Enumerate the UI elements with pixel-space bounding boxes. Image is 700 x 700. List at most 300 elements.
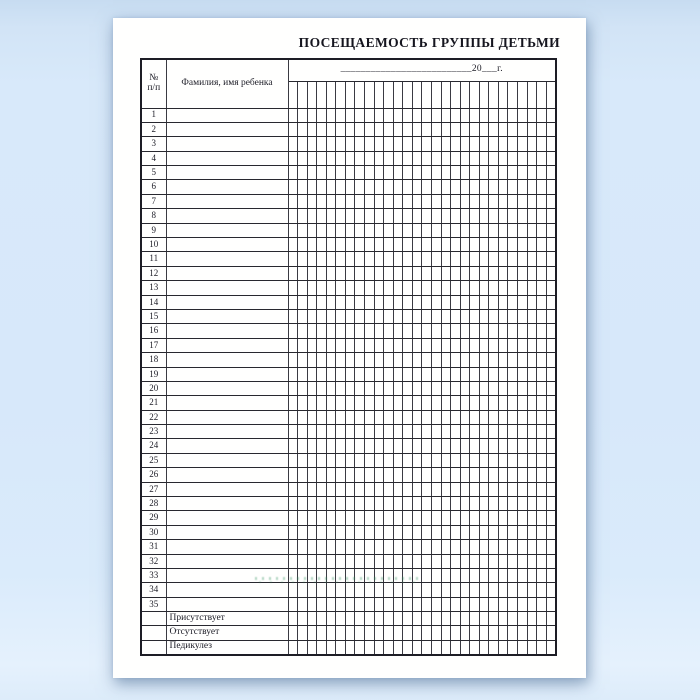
day-cell [422,137,432,151]
row-number-cell: 27 [141,482,166,496]
day-cell [460,151,470,165]
day-cell [336,640,346,654]
day-column-header [518,81,528,108]
day-cell [451,281,461,295]
day-cell [508,554,518,568]
day-column-header [489,81,499,108]
day-cell [431,137,441,151]
day-cell [384,108,394,122]
day-cell [393,425,403,439]
row-number-cell: 23 [141,425,166,439]
day-cell [298,324,308,338]
name-cell [166,367,288,381]
day-cell [317,439,327,453]
table-row [141,223,556,237]
day-cell [298,281,308,295]
row-number-cell: 18 [141,353,166,367]
day-cell [479,396,489,410]
day-cell [403,612,413,626]
day-cell [489,540,499,554]
day-cell [489,338,499,352]
day-cell [498,223,508,237]
table-row [141,353,556,367]
day-cell [451,166,461,180]
day-cell [479,166,489,180]
day-cell [288,597,298,611]
day-cell [489,309,499,323]
day-cell [441,223,451,237]
day-cell [518,425,528,439]
day-cell [498,381,508,395]
row-number-cell: 28 [141,497,166,511]
day-cell [393,396,403,410]
day-cell [298,540,308,554]
day-cell [470,396,480,410]
day-cell [460,209,470,223]
day-cell [489,108,499,122]
day-cell [317,194,327,208]
day-cell [460,137,470,151]
day-cell [422,640,432,654]
table-row [141,597,556,611]
day-cell [537,180,547,194]
day-cell [479,353,489,367]
day-cell [431,497,441,511]
day-cell [326,439,336,453]
day-cell [489,194,499,208]
name-cell [166,108,288,122]
day-cell [441,252,451,266]
day-cell [365,281,375,295]
day-cell [298,497,308,511]
day-cell [470,180,480,194]
day-cell [336,569,346,583]
day-cell [546,324,556,338]
day-cell [546,597,556,611]
day-cell [365,453,375,467]
day-cell [489,122,499,136]
day-cell [546,540,556,554]
day-cell [317,612,327,626]
day-cell [336,309,346,323]
day-cell [288,324,298,338]
day-cell [412,209,422,223]
day-cell [498,425,508,439]
day-cell [527,439,537,453]
day-cell [374,324,384,338]
day-cell [441,626,451,640]
day-cell [365,425,375,439]
day-cell [537,497,547,511]
day-cell [384,180,394,194]
day-cell [412,381,422,395]
day-cell [518,137,528,151]
day-cell [489,353,499,367]
day-cell [546,166,556,180]
day-cell [431,453,441,467]
day-cell [393,122,403,136]
day-cell [537,612,547,626]
day-cell [527,151,537,165]
day-cell [508,194,518,208]
day-cell [345,612,355,626]
day-cell [441,612,451,626]
day-cell [412,425,422,439]
day-cell [479,238,489,252]
day-cell [527,554,537,568]
day-cell [498,569,508,583]
attendance-table [140,58,557,656]
day-cell [317,540,327,554]
day-cell [307,166,317,180]
day-cell [422,453,432,467]
day-cell [441,396,451,410]
day-cell [498,295,508,309]
day-cell [470,569,480,583]
day-cell [451,151,461,165]
day-cell [355,569,365,583]
day-cell [451,209,461,223]
day-cell [470,324,480,338]
day-cell [546,295,556,309]
day-column-header [537,81,547,108]
day-cell [441,324,451,338]
name-cell [166,209,288,223]
day-cell [537,324,547,338]
day-cell [431,223,441,237]
day-cell [451,640,461,654]
day-cell [498,353,508,367]
day-cell [403,540,413,554]
day-cell [288,468,298,482]
day-cell [403,295,413,309]
day-cell [441,468,451,482]
day-cell [489,295,499,309]
day-cell [374,439,384,453]
day-cell [441,511,451,525]
day-cell [384,367,394,381]
day-cell [336,281,346,295]
day-cell [317,482,327,496]
day-cell [508,425,518,439]
day-cell [422,396,432,410]
table-row [141,137,556,151]
day-cell [326,238,336,252]
name-cell [166,238,288,252]
day-cell [422,511,432,525]
day-cell [326,396,336,410]
day-cell [298,367,308,381]
name-cell [166,453,288,467]
summary-number-cell [141,640,166,654]
day-cell [345,640,355,654]
day-cell [307,108,317,122]
day-cell [422,309,432,323]
day-column-header [355,81,365,108]
day-cell [288,381,298,395]
day-cell [498,583,508,597]
day-cell [441,180,451,194]
day-cell [422,209,432,223]
day-cell [412,583,422,597]
name-cell [166,266,288,280]
row-number-cell: 9 [141,223,166,237]
day-cell [345,439,355,453]
day-cell [355,122,365,136]
day-cell [345,410,355,424]
day-cell [288,367,298,381]
day-cell [498,166,508,180]
name-cell [166,194,288,208]
day-cell [298,439,308,453]
day-cell [451,252,461,266]
day-cell [518,453,528,467]
day-cell [412,396,422,410]
day-cell [355,540,365,554]
day-cell [384,482,394,496]
day-cell [460,640,470,654]
day-cell [412,137,422,151]
day-cell [508,180,518,194]
day-cell [537,252,547,266]
day-cell [508,295,518,309]
day-cell [498,338,508,352]
day-cell [498,396,508,410]
day-cell [508,266,518,280]
day-cell [460,597,470,611]
day-cell [508,497,518,511]
summary-row [141,626,556,640]
table-row [141,453,556,467]
day-cell [298,266,308,280]
name-cell [166,295,288,309]
day-cell [460,252,470,266]
day-cell [518,525,528,539]
day-cell [518,151,528,165]
day-cell [470,453,480,467]
day-cell [412,468,422,482]
day-cell [489,151,499,165]
day-cell [288,266,298,280]
day-cell [537,554,547,568]
day-cell [345,569,355,583]
day-cell [412,338,422,352]
day-cell [479,640,489,654]
document-page [113,18,586,678]
day-cell [336,151,346,165]
day-cell [326,453,336,467]
day-cell [470,353,480,367]
day-cell [431,295,441,309]
day-cell [451,295,461,309]
table-row [141,583,556,597]
day-cell [345,583,355,597]
day-cell [498,137,508,151]
day-cell [422,540,432,554]
day-cell [393,223,403,237]
day-cell [460,482,470,496]
day-cell [355,597,365,611]
day-cell [518,381,528,395]
day-cell [422,281,432,295]
day-cell [489,468,499,482]
day-cell [403,252,413,266]
day-cell [537,439,547,453]
day-cell [422,597,432,611]
day-cell [384,396,394,410]
day-cell [326,367,336,381]
day-cell [298,180,308,194]
day-cell [393,511,403,525]
day-cell [498,252,508,266]
name-cell [166,396,288,410]
day-cell [527,468,537,482]
day-cell [355,439,365,453]
day-cell [431,396,441,410]
day-cell [441,353,451,367]
day-cell [479,266,489,280]
day-cell [546,482,556,496]
day-cell [441,166,451,180]
day-cell [489,266,499,280]
day-cell [345,151,355,165]
day-cell [345,554,355,568]
day-cell [412,295,422,309]
day-cell [298,223,308,237]
day-cell [288,122,298,136]
day-cell [403,367,413,381]
day-cell [307,453,317,467]
day-cell [422,468,432,482]
day-cell [498,626,508,640]
day-cell [422,238,432,252]
day-cell [336,396,346,410]
day-cell [479,151,489,165]
day-cell [384,612,394,626]
day-cell [546,252,556,266]
day-cell [460,309,470,323]
day-cell [336,266,346,280]
day-cell [527,569,537,583]
day-cell [489,166,499,180]
day-cell [441,554,451,568]
day-cell [317,281,327,295]
day-cell [374,525,384,539]
day-cell [403,166,413,180]
day-cell [374,309,384,323]
row-number-cell: 30 [141,525,166,539]
day-cell [326,525,336,539]
name-cell [166,468,288,482]
day-cell [365,295,375,309]
day-cell [489,554,499,568]
day-cell [422,324,432,338]
name-cell [166,597,288,611]
day-cell [479,597,489,611]
day-cell [374,295,384,309]
day-cell [479,540,489,554]
day-cell [403,122,413,136]
day-cell [451,497,461,511]
day-cell [546,453,556,467]
day-column-header [403,81,413,108]
day-cell [403,468,413,482]
day-cell [326,122,336,136]
day-cell [498,209,508,223]
day-cell [355,223,365,237]
day-cell [546,108,556,122]
table-row [141,309,556,323]
day-cell [393,309,403,323]
day-cell [460,194,470,208]
day-cell [384,122,394,136]
day-cell [431,238,441,252]
day-cell [460,612,470,626]
day-cell [412,252,422,266]
day-cell [403,640,413,654]
day-cell [460,266,470,280]
day-cell [403,410,413,424]
day-cell [298,569,308,583]
table-row [141,381,556,395]
day-cell [393,439,403,453]
day-cell [393,640,403,654]
day-cell [498,108,508,122]
day-cell [317,295,327,309]
day-cell [412,439,422,453]
day-cell [288,396,298,410]
day-cell [298,468,308,482]
day-cell [489,367,499,381]
day-cell [537,583,547,597]
day-cell [412,482,422,496]
day-cell [326,640,336,654]
day-cell [307,540,317,554]
name-cell [166,338,288,352]
day-cell [326,194,336,208]
day-cell [441,122,451,136]
day-cell [412,180,422,194]
day-cell [489,569,499,583]
day-cell [479,194,489,208]
day-cell [422,295,432,309]
day-cell [365,468,375,482]
day-cell [317,569,327,583]
name-cell [166,252,288,266]
day-cell [441,453,451,467]
day-cell [374,540,384,554]
day-cell [527,367,537,381]
day-cell [384,540,394,554]
day-cell [498,324,508,338]
day-cell [479,626,489,640]
day-cell [546,569,556,583]
name-cell [166,525,288,539]
day-cell [336,180,346,194]
day-column-header [546,81,556,108]
day-cell [537,108,547,122]
day-cell [431,194,441,208]
day-cell [451,367,461,381]
day-cell [393,597,403,611]
day-cell [307,338,317,352]
day-cell [365,525,375,539]
day-cell [441,194,451,208]
day-cell [326,266,336,280]
day-cell [498,482,508,496]
day-cell [431,540,441,554]
day-cell [403,396,413,410]
